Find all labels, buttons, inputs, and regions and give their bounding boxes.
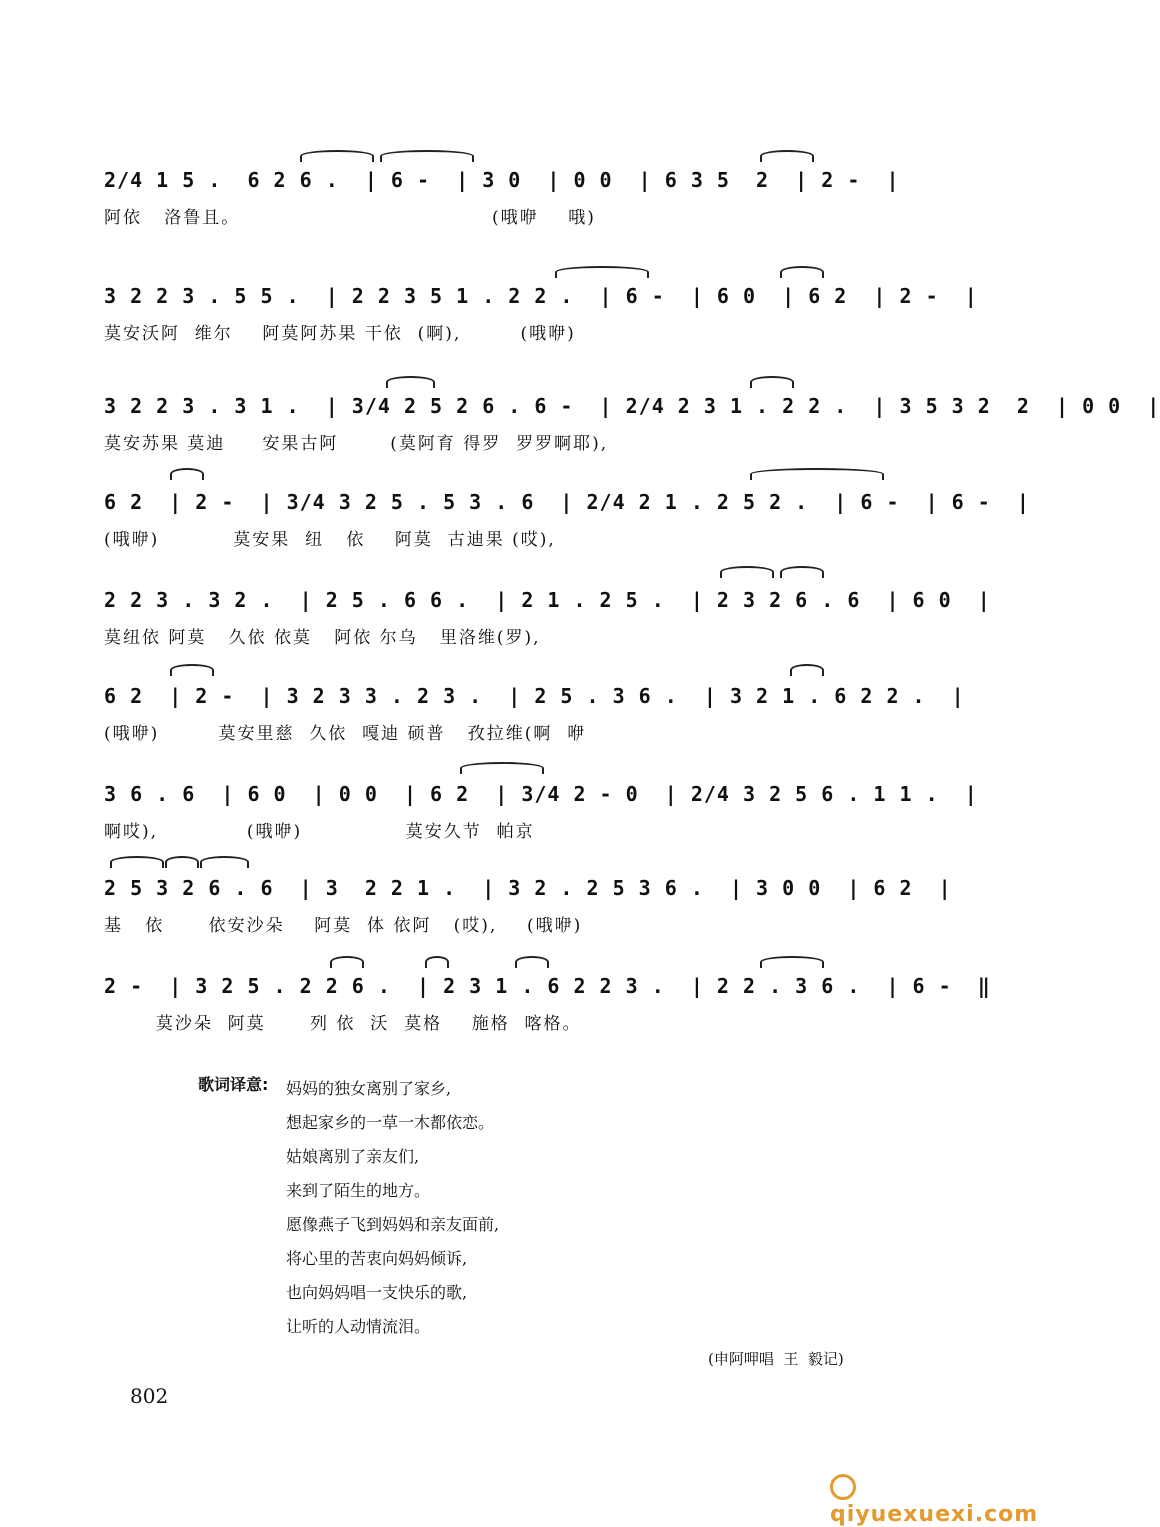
jianpu-notes: 6 2 | 2 - | 3 2 3 3 . 2 3 . | 2 5 . 3 6 . | 3 2 1 . 6 2 2 . | — [104, 684, 965, 708]
watermark-text: qiyuexuexi.com — [830, 1502, 1039, 1527]
slur-mark — [760, 150, 814, 162]
translation-line: 愿像燕子飞到妈妈和亲友面前, — [286, 1215, 500, 1234]
slur-mark — [460, 762, 544, 774]
jianpu-notes: 2 2 3 . 3 2 . | 2 5 . 6 6 . | 2 1 . 2 5 . | 2 3 2 6 . 6 | 6 0 | — [104, 588, 991, 612]
slur-mark — [170, 664, 214, 676]
jianpu-notes: 2 - | 3 2 5 . 2 2 6 . | 2 3 1 . 6 2 2 3 . | 2 2 . 3 6 . | 6 - ‖ — [104, 974, 991, 998]
lyrics-line: 阿依 洛鲁且。 (哦咿 哦) — [104, 208, 596, 228]
slur-mark — [110, 856, 164, 868]
translation-lines — [286, 1072, 499, 1344]
jianpu-notes: 3 6 . 6 | 6 0 | 0 0 | 6 2 | 3/4 2 - 0 | 2/4 3 2 5 6 . 1 1 . | — [104, 782, 978, 806]
translation-line: 想起家乡的一草一木都依恋。 — [286, 1113, 495, 1132]
slur-mark — [170, 468, 204, 480]
lyrics-line: (哦咿) 莫安果 纽 依 阿莫 古迪果 (哎), — [104, 530, 556, 550]
slur-mark — [790, 664, 824, 676]
slur-mark — [760, 956, 824, 968]
jianpu-notes: 2 5 3 2 6 . 6 | 3 2 2 1 . | 3 2 . 2 5 3 6 . | 3 0 0 | 6 2 | — [104, 876, 952, 900]
slur-mark — [386, 376, 435, 388]
lyrics-line: 莫安苏果 莫迪 安果古阿 (莫阿育 得罗 罗罗啊耶), — [104, 434, 609, 454]
lyrics-line: 莫安沃阿 维尔 阿莫阿苏果 干依 (啊), (哦咿) — [104, 324, 576, 344]
translation-line: 也向妈妈唱一支快乐的歌, — [286, 1283, 468, 1302]
slur-mark — [165, 856, 199, 868]
site-watermark — [830, 1474, 1054, 1527]
slur-mark — [780, 566, 824, 578]
slur-mark — [720, 566, 774, 578]
translation-line: 来到了陌生的地方。 — [286, 1181, 431, 1200]
lyrics-line: (哦咿) 莫安里慈 久依 嘎迪 硕普 孜拉维(啊 咿 — [104, 724, 587, 744]
lyrics-line: 莫纽依 阿莫 久依 依莫 阿依 尔乌 里洛维(罗), — [104, 628, 541, 648]
translation-line: 让听的人动情流泪。 — [286, 1317, 431, 1336]
page-number: 802 — [130, 1384, 169, 1408]
translation-line: 姑娘离别了亲友们, — [286, 1147, 420, 1166]
slur-mark — [380, 150, 474, 162]
jianpu-notes: 6 2 | 2 - | 3/4 3 2 5 . 5 3 . 6 | 2/4 2 1 . 2 5 2 . | 6 - | 6 - | — [104, 490, 1030, 514]
slur-mark — [750, 468, 884, 480]
slur-mark — [300, 150, 374, 162]
jianpu-notes: 3 2 2 3 . 3 1 . | 3/4 2 5 2 6 . 6 - | 2/4 2 3 1 . 2 2 . | 3 5 3 2 2 | 0 0 | — [104, 394, 1160, 418]
jianpu-notes: 3 2 2 3 . 5 5 . | 2 2 3 5 1 . 2 2 . | 6 - | 6 0 | 6 2 | 2 - | — [104, 284, 978, 308]
slur-mark — [330, 956, 364, 968]
slur-mark — [200, 856, 249, 868]
jianpu-notes: 2/4 1 5 . 6 2 6 . | 6 - | 3 0 | 0 0 | 6 3 5 2 | 2 - | — [104, 168, 900, 192]
slur-mark — [425, 956, 449, 968]
slur-mark — [780, 266, 824, 278]
slur-mark — [515, 956, 549, 968]
slur-mark — [750, 376, 794, 388]
translation-line: 将心里的苦衷向妈妈倾诉, — [286, 1249, 468, 1268]
watermark-logo-icon — [830, 1474, 856, 1500]
translation-line: 妈妈的独女离别了家乡, — [286, 1079, 452, 1098]
lyrics-line: 啊哎), (哦咿) 莫安久节 帕京 — [104, 822, 535, 842]
lyrics-line: 莫沙朵 阿莫 列 依 沃 莫格 施格 喀格。 — [104, 1014, 582, 1034]
lyrics-line: 基 依 依安沙朵 阿莫 体 依阿 (哎), (哦咿) — [104, 916, 583, 936]
singer-credit: (申阿呷唱 王 毅记) — [708, 1350, 844, 1368]
slur-mark — [555, 266, 649, 278]
translation-label: 歌词译意: — [198, 1075, 269, 1094]
